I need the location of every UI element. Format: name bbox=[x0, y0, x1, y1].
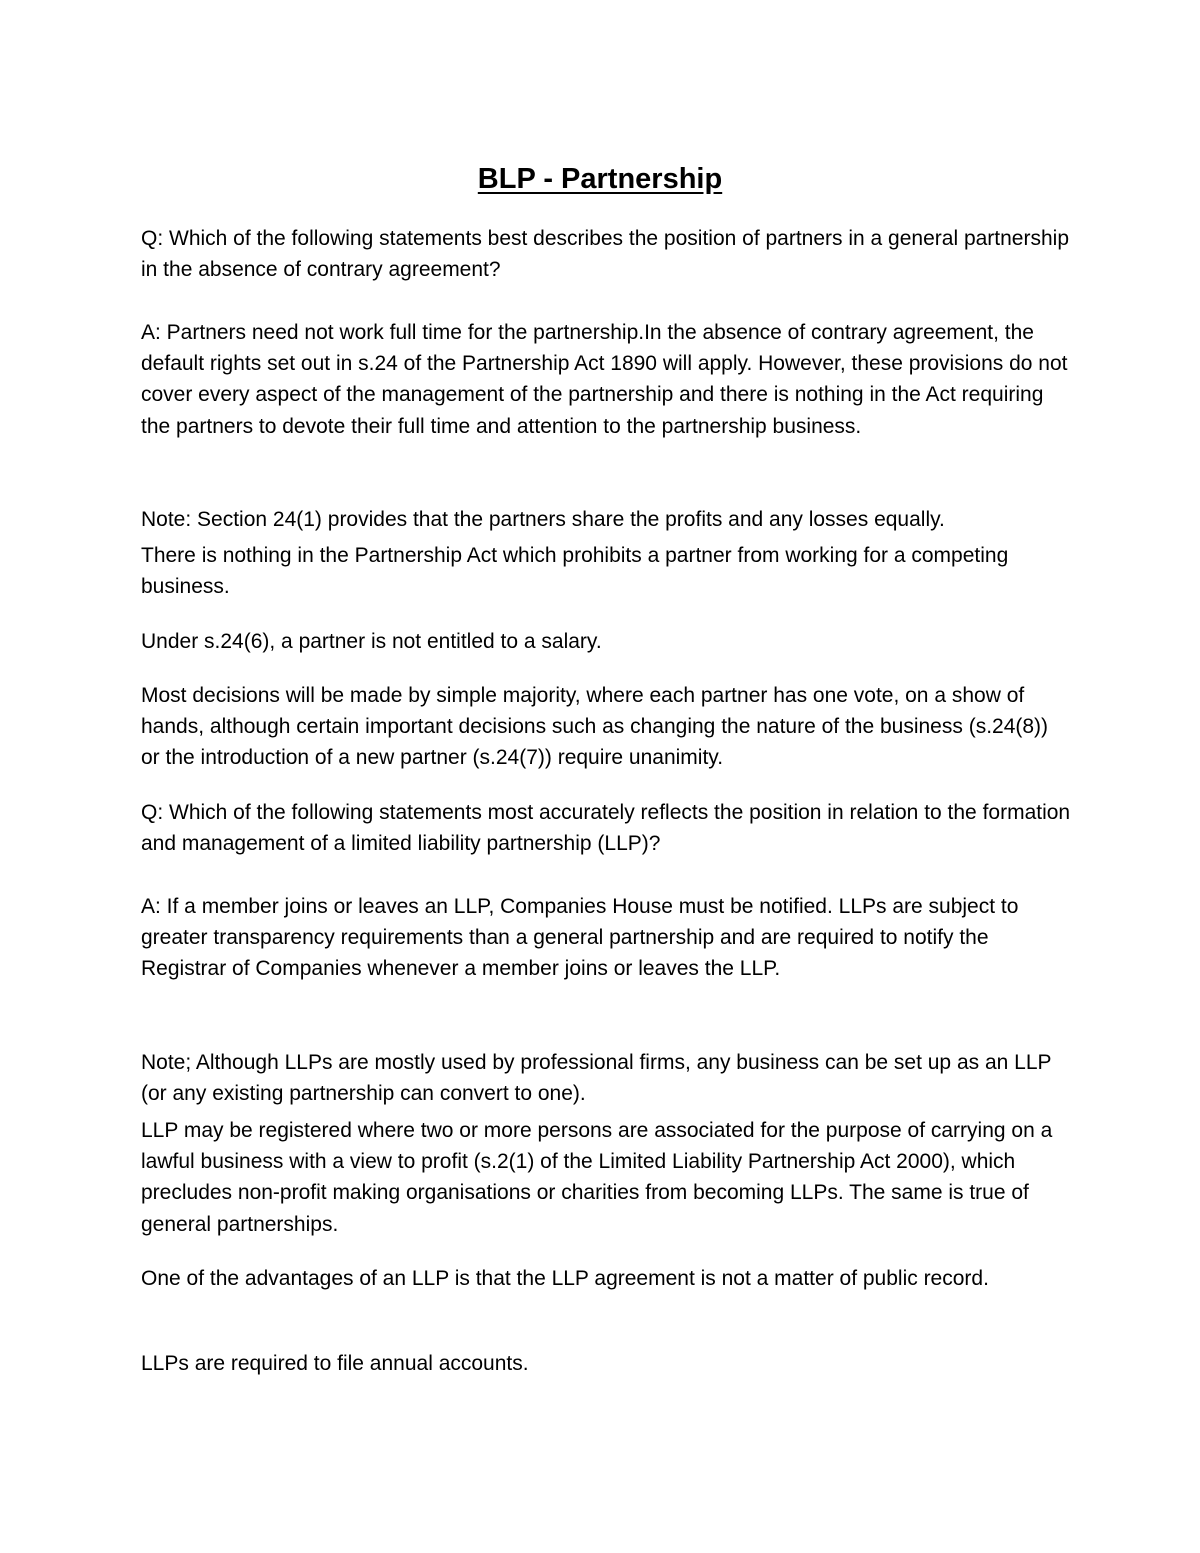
note-1-decisions: Most decisions will be made by simple majority, where each partner has one vote, on a show of hands, although certain important decisions such as changing the nature of the business (s.24(8)) or the introduction of a new partner (s.24(7)) require unanimity. bbox=[141, 684, 1049, 770]
document-title: BLP - Partnership bbox=[477, 163, 723, 196]
note-2: Note; Although LLPs are mostly used by professional firms, any business can be set up as an LLP (or any existing partnership can convert to one). bbox=[141, 1051, 1052, 1106]
note-1-competing: There is nothing in the Partnership Act which prohibits a partner from working for a competing business. bbox=[141, 544, 1009, 599]
note-2-accounts: LLPs are required to file annual accounts. bbox=[141, 1352, 529, 1375]
note-1: Note: Section 24(1) provides that the partners share the profits and any losses equally. bbox=[141, 508, 945, 531]
question-2: Q: Which of the following statements most accurately reflects the position in relation to the formation and management of a limited liability partnership (LLP)? bbox=[141, 801, 1071, 856]
answer-1: A: Partners need not work full time for the partnership.In the absence of contrary agreement, the default rights set out in s.24 of the Partnership Act 1890 will apply. However, these provisions do not cover every aspect of the management of the partnership and there is nothing in the Act requiring the partners to devote their full time and attention to the partnership business. bbox=[141, 321, 1068, 438]
note-1-salary: Under s.24(6), a partner is not entitled to a salary. bbox=[141, 630, 602, 653]
note-2-agreement: One of the advantages of an LLP is that the LLP agreement is not a matter of public record. bbox=[141, 1267, 989, 1290]
note-2-registration: LLP may be registered where two or more persons are associated for the purpose of carrying on a lawful business with a view to profit (s.2(1) of the Limited Liability Partnership Act 2000), which precludes non-profit making organisations or charities from becoming LLPs. The same is true of general partnerships. bbox=[141, 1119, 1053, 1236]
question-1: Q: Which of the following statements best describes the position of partners in a general partnership in the absence of contrary agreement? bbox=[141, 227, 1069, 282]
answer-2: A: If a member joins or leaves an LLP, Companies House must be notified. LLPs are subject to greater transparency requirements than a general partnership and are required to notify the Registrar of Companies whenever a member joins or leaves the LLP. bbox=[141, 895, 1019, 981]
